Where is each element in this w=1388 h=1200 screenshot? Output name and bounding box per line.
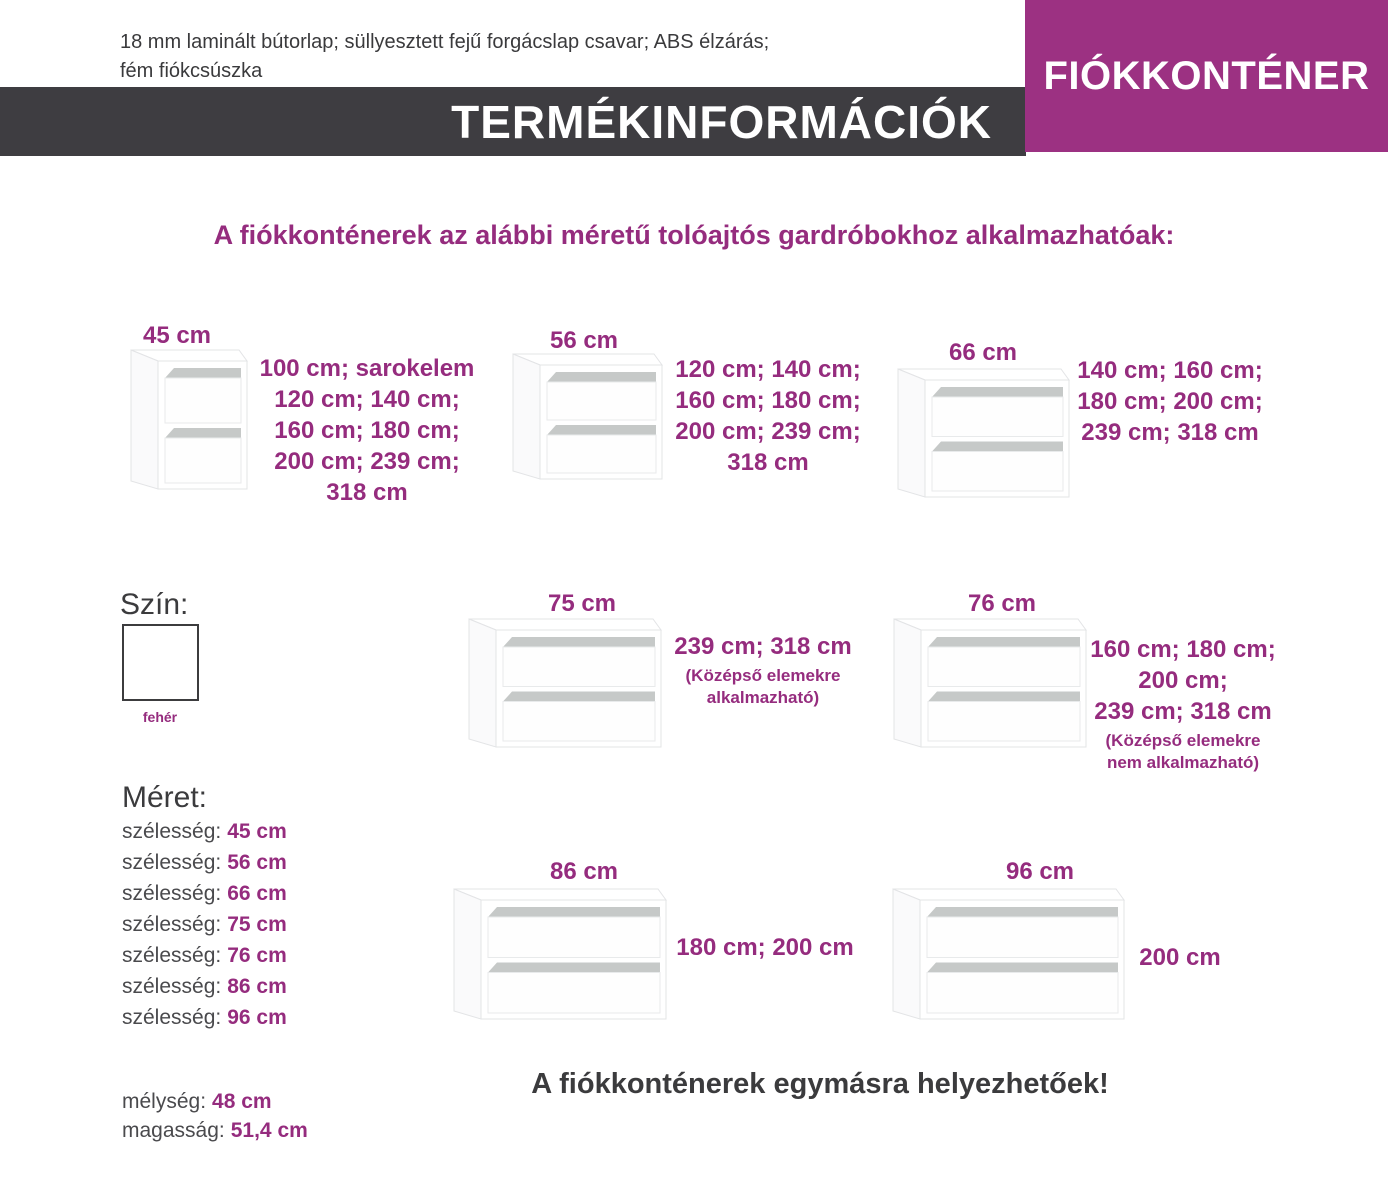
unit-76-width-label: 76 cm	[967, 590, 1037, 617]
unit-75-compatible-sizes	[674, 631, 851, 709]
dimension-label: szélesség:	[122, 975, 222, 998]
size-list	[676, 932, 853, 963]
drawer-cabinet-illustration-96	[892, 888, 1125, 1020]
unit-45-width-label: 45 cm	[142, 322, 212, 349]
width-spec-row	[122, 913, 287, 937]
size-line: 200 cm; 239 cm;	[675, 418, 861, 445]
size-line: 200 cm; 239 cm;	[274, 448, 460, 475]
drawer-cabinet-illustration-76	[893, 618, 1087, 748]
dimension-value: 66 cm	[227, 882, 287, 905]
size-line: nem alkalmazható)	[1106, 753, 1260, 772]
size-line: 239 cm; 318 cm	[1081, 419, 1259, 446]
size-line: 318 cm	[326, 479, 408, 506]
unit-56-compatible-sizes	[675, 354, 860, 481]
width-spec-row	[122, 851, 287, 875]
dimension-label: szélesség:	[122, 1006, 222, 1029]
unit-66-compatible-sizes	[1077, 355, 1262, 451]
unit-86-width-label: 86 cm	[549, 858, 619, 885]
size-note	[1090, 730, 1275, 774]
width-spec-row	[122, 944, 287, 968]
size-line: 120 cm; 140 cm;	[274, 386, 460, 413]
size-line: 160 cm; 180 cm;	[1090, 636, 1276, 663]
dimension-label: mélység:	[122, 1090, 207, 1113]
dimension-label: szélesség:	[122, 913, 222, 936]
dimension-value: 51,4 cm	[230, 1119, 308, 1142]
width-spec-row	[122, 975, 287, 999]
material-description-line2: fém fiókcsúszka	[120, 60, 263, 82]
color-section-title: Szín:	[120, 588, 189, 621]
dimension-label: szélesség:	[122, 882, 222, 905]
material-description-line1: 18 mm laminált bútorlap; süllyesztett fejű forgácslap csavar; ABS élzárás;	[120, 31, 770, 53]
section-title-banner	[0, 87, 1026, 156]
product-title-banner	[1025, 0, 1388, 152]
size-line: 120 cm; 140 cm;	[675, 356, 861, 383]
width-spec-row	[122, 820, 287, 844]
dimension-label: szélesség:	[122, 851, 222, 874]
size-line: (Középső elemekre	[1105, 731, 1261, 750]
dimension-value: 86 cm	[227, 975, 287, 998]
dimension-value: 48 cm	[212, 1090, 272, 1113]
depth-spec-row	[122, 1090, 272, 1114]
size-line: 140 cm; 160 cm;	[1077, 357, 1263, 384]
size-line: 160 cm; 180 cm;	[675, 387, 861, 414]
unit-96-width-label: 96 cm	[1005, 858, 1075, 885]
unit-76-compatible-sizes	[1090, 634, 1275, 774]
size-line: 180 cm; 200 cm;	[1077, 388, 1263, 415]
material-description	[120, 28, 769, 86]
size-list	[1090, 634, 1275, 727]
size-line: 100 cm; sarokelem	[259, 355, 475, 382]
size-list	[1139, 942, 1220, 973]
drawer-cabinet-illustration-56	[512, 353, 663, 480]
stackable-note: A fiókkonténerek egymásra helyezhetőek!	[531, 1068, 1109, 1100]
dimension-value: 75 cm	[227, 913, 287, 936]
unit-56-width-label: 56 cm	[549, 327, 619, 354]
unit-45-compatible-sizes	[260, 353, 475, 511]
drawer-cabinet-illustration-66	[897, 368, 1070, 498]
size-line: 200 cm;	[1138, 667, 1228, 694]
height-spec-row	[122, 1119, 308, 1143]
size-line: 180 cm; 200 cm	[676, 934, 854, 961]
size-list	[674, 631, 851, 662]
dimension-value: 96 cm	[227, 1006, 287, 1029]
size-line: 318 cm	[727, 449, 809, 476]
size-list	[260, 353, 475, 508]
size-line: 239 cm; 318 cm	[674, 633, 852, 660]
unit-86-compatible-sizes	[676, 932, 853, 966]
section-title: TERMÉKINFORMÁCIÓK	[451, 95, 992, 148]
color-swatch-label: fehér	[142, 709, 178, 725]
dimension-label: magasság:	[122, 1119, 225, 1142]
size-list	[1077, 355, 1262, 448]
size-list	[675, 354, 860, 478]
compatibility-heading: A fiókkonténerek az alábbi méretű tolóajtós gardróbokhoz alkalmazhatóak:	[213, 220, 1175, 250]
size-line: alkalmazható)	[706, 688, 820, 707]
width-spec-row	[122, 882, 287, 906]
size-section-title: Méret:	[122, 781, 208, 814]
size-line: 239 cm; 318 cm	[1094, 698, 1272, 725]
dimension-value: 45 cm	[227, 820, 287, 843]
unit-96-compatible-sizes	[1139, 942, 1220, 976]
dimension-label: szélesség:	[122, 820, 222, 843]
product-title: FIÓKKONTÉNER	[1043, 53, 1370, 98]
drawer-cabinet-illustration-75	[468, 618, 662, 748]
dimension-value: 56 cm	[227, 851, 287, 874]
size-line: (Középső elemekre	[685, 666, 841, 685]
unit-66-width-label: 66 cm	[948, 339, 1018, 366]
unit-75-width-label: 75 cm	[547, 590, 617, 617]
color-swatch-white	[122, 624, 199, 701]
width-spec-row	[122, 1006, 287, 1030]
size-line: 200 cm	[1139, 944, 1221, 971]
dimension-label: szélesség:	[122, 944, 222, 967]
size-note	[674, 665, 851, 709]
drawer-cabinet-illustration-86	[453, 888, 667, 1020]
drawer-cabinet-illustration-45	[130, 349, 248, 490]
dimension-value: 76 cm	[227, 944, 287, 967]
size-line: 160 cm; 180 cm;	[274, 417, 460, 444]
